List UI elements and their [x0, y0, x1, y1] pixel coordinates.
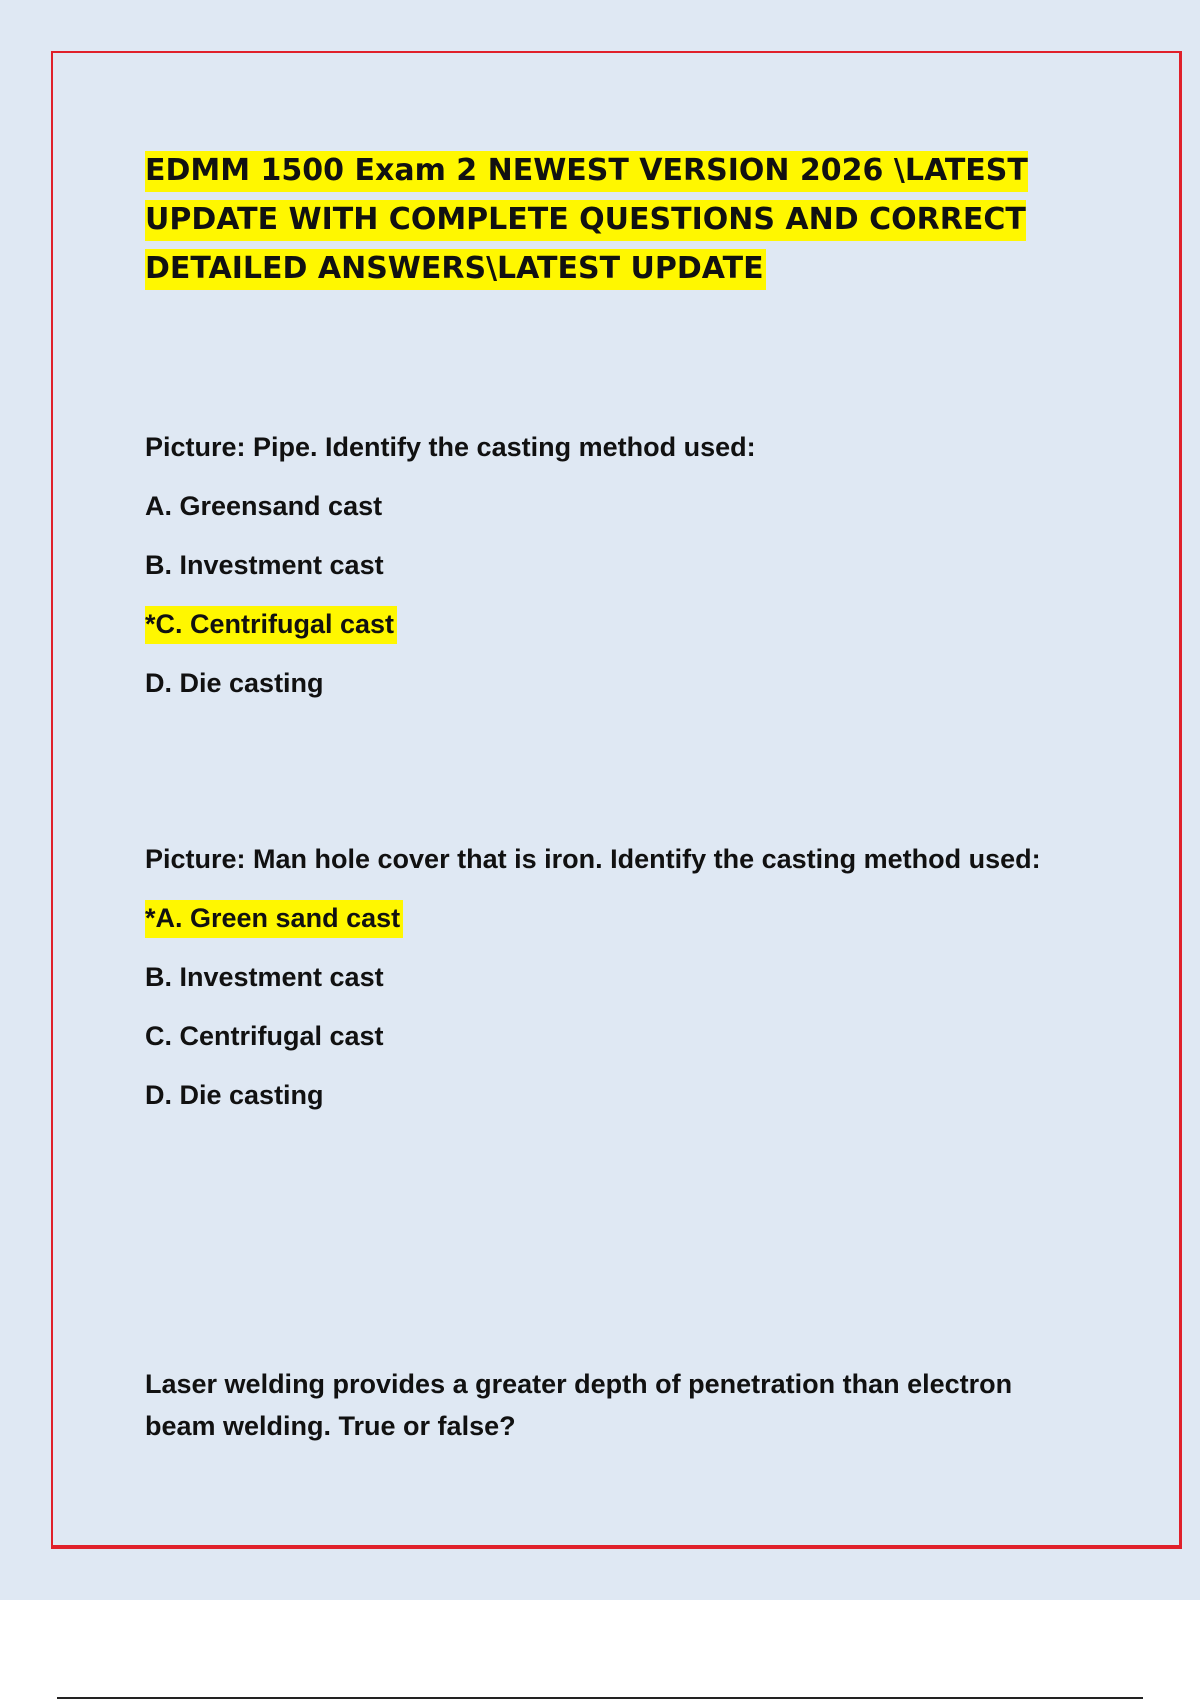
document-title — [145, 146, 1105, 293]
option-label: B. Investment cast — [145, 962, 384, 992]
question-2 — [145, 838, 1145, 1116]
answer-option-a — [145, 485, 1145, 527]
question-text: Picture: Pipe. Identify the casting method used: — [145, 432, 756, 462]
question-1 — [145, 426, 1145, 704]
answer-option-d — [145, 1074, 1145, 1116]
option-label: D. Die casting — [145, 1080, 324, 1110]
answer-option-a-correct — [145, 897, 1145, 939]
question-text: Laser welding provides a greater depth of penetration than electron beam welding. True or false? — [145, 1369, 1013, 1441]
answer-option-d — [145, 662, 1145, 704]
question-text: Picture: Man hole cover that is iron. Identify the casting method used: — [145, 844, 1041, 874]
question-3 — [145, 1363, 1085, 1447]
answer-option-c-correct — [145, 603, 1145, 645]
option-label: C. Centrifugal cast — [145, 1021, 384, 1051]
option-label: D. Die casting — [145, 668, 324, 698]
option-label: A. Greensand cast — [145, 491, 383, 521]
correct-answer-highlight: *A. Green sand cast — [145, 900, 403, 938]
answer-option-b — [145, 956, 1145, 998]
title-highlight: EDMM 1500 Exam 2 NEWEST VERSION 2026 \LATEST UPDATE WITH COMPLETE QUESTIONS AND CORRECT DETAILED ANSWERS\LATEST UPDATE — [145, 151, 1028, 290]
correct-answer-highlight: *C. Centrifugal cast — [145, 606, 397, 644]
answer-option-b — [145, 544, 1145, 586]
option-label: B. Investment cast — [145, 550, 384, 580]
footer-divider — [57, 1697, 1143, 1699]
answer-option-c — [145, 1015, 1145, 1057]
